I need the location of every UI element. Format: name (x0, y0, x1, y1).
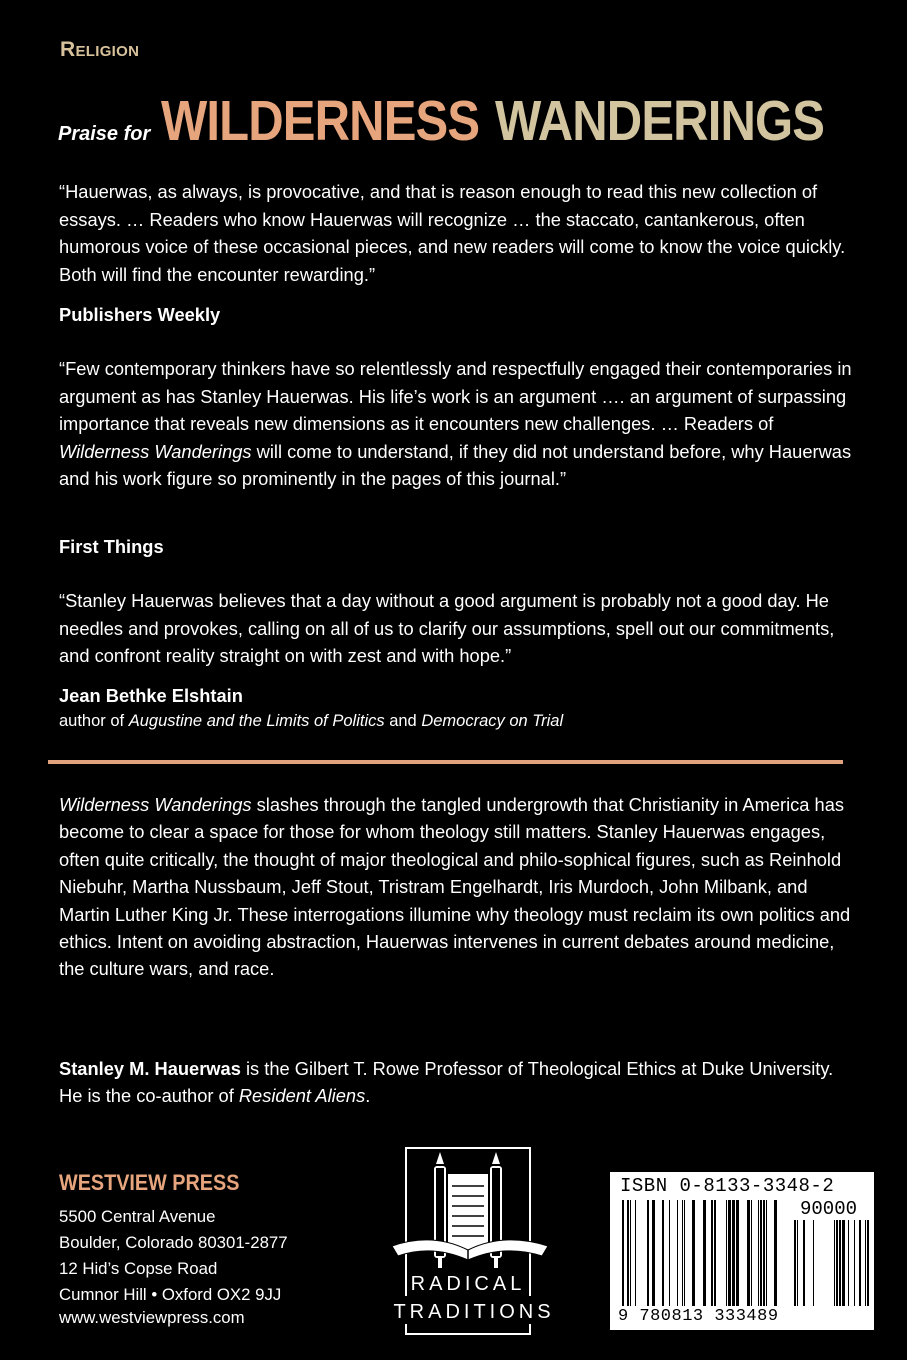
barcode-bar (630, 1200, 631, 1306)
publisher-name: WESTVIEW PRESS (59, 1170, 240, 1195)
barcode-bar (751, 1200, 752, 1306)
torah-scroll-icon (392, 1146, 572, 1336)
barcode-bar (747, 1200, 750, 1306)
logo-line1: RADICAL (410, 1273, 526, 1295)
quote-3-source: Jean Bethke Elshtain (59, 685, 243, 706)
radical-traditions-logo (393, 1146, 562, 1336)
praise-heading (58, 88, 878, 154)
barcode-bar (732, 1200, 735, 1306)
title-part2: WANDERINGS (495, 89, 825, 153)
divider-rule (48, 760, 843, 764)
quote-3: “Stanley Hauerwas believes that a day without a good argument is probably not a good day. He needles and provokes, calling on all of us to clarify our assumptions, spell out our commitments, and confront reality straight on with zest and with hope.” (59, 590, 835, 666)
barcode-addon-bar (803, 1220, 805, 1306)
praise-prefix: Praise for (58, 123, 151, 145)
barcode-bar (774, 1200, 777, 1306)
barcode-addon-bar (867, 1220, 869, 1306)
barcode-bar (728, 1200, 731, 1306)
credit-prefix: author of (59, 712, 129, 730)
address-us-line2: Boulder, Colorado 80301-2877 (59, 1233, 288, 1252)
quote-2-text-a: “Few contemporary thinkers have so relentlessly and respectfully engaged their contemporaries in argument as has Stanley Hauerwas. His life’s work is an argument …. an argument of surpassing importance that reveals new dimensions as it encounters new challenges. … Readers of (59, 358, 852, 434)
publisher-address-us (59, 1204, 288, 1256)
category-label: Religion (60, 38, 140, 61)
barcode-bar (677, 1200, 678, 1306)
barcode-addon-bar (794, 1220, 796, 1306)
credit-and: and (384, 712, 422, 730)
barcode-bar (635, 1200, 636, 1306)
barcode-bar (684, 1200, 685, 1306)
isbn-text: ISBN 0-8133-3348-2 (620, 1175, 835, 1197)
barcode-bar (726, 1200, 727, 1306)
barcode-addon-bar (865, 1220, 866, 1306)
barcode-addon-bar (839, 1220, 841, 1306)
barcode-bar (760, 1200, 762, 1306)
author-bio (59, 1055, 859, 1110)
barcode-bar (627, 1200, 629, 1306)
barcode-bar (669, 1200, 670, 1306)
description-title: Wilderness Wanderings (59, 794, 252, 815)
address-us-line1: 5500 Central Avenue (59, 1207, 216, 1226)
address-uk-line1: 12 Hid’s Copse Road (59, 1259, 218, 1278)
bio-book: Resident Aliens (238, 1085, 366, 1107)
price-code: 90000 (800, 1198, 858, 1220)
barcode-bar (703, 1200, 706, 1306)
ean-text: 9 780813 333489 (618, 1307, 779, 1326)
quote-1: “Hauerwas, as always, is provocative, and that is reason enough to read this new collection of essays. … Readers who know Hauerwas will recognize … the staccato, cantankerous, often humorous voice of these occasional pieces, and new readers will come to know the voice quickly. Both will find the encounter rewarding.” (59, 181, 846, 285)
publisher-address-uk (59, 1256, 281, 1308)
barcode-bar (758, 1200, 759, 1306)
barcode-bar (682, 1200, 683, 1306)
description-text: slashes through the tangled undergrowth that Christianity in America has become to clear a space for those for whom theology still matters. Stanley Hauerwas engages, often quite critically, the thought of major theological and philo-sophical figures, such as Reinhold Niebuhr, Martha Nussbaum, Jeff Stout, Tristram Engelhardt, Iris Murdoch, John Milbank, and Martin Luther King Jr. These interrogations illumine why theology must reclaim its own politics and ethics. Intent on avoiding abstraction, Hauerwas intervenes in current debates around medicine, the culture wars, and race. (59, 794, 851, 980)
address-uk-line2: Cumnor Hill • Oxford OX2 9JJ (59, 1285, 282, 1304)
quote-2-source: First Things (59, 536, 164, 557)
barcode-bar (622, 1200, 624, 1306)
barcode-bar (652, 1200, 655, 1306)
barcode-bar (714, 1200, 716, 1306)
quote-3-credit (59, 712, 563, 731)
credit-book-1: Augustine and the Limits of Politics (128, 712, 385, 730)
bio-end: . (365, 1085, 371, 1107)
barcode-addon-bar (859, 1220, 861, 1306)
quote-2 (59, 355, 859, 493)
barcode-bar (736, 1200, 739, 1306)
book-description (59, 791, 859, 983)
barcode-bar (662, 1200, 664, 1306)
barcode-bar (766, 1200, 767, 1306)
barcode-bar (692, 1200, 695, 1306)
barcode-addon-bar (836, 1220, 838, 1306)
barcode-addon-bar (834, 1220, 835, 1306)
credit-book-2: Democracy on Trial (421, 712, 564, 730)
barcode-addon-bar (797, 1220, 798, 1306)
barcode-addon-bar (848, 1220, 849, 1306)
barcode-bar (647, 1200, 649, 1306)
barcode-addon-bar (813, 1220, 814, 1306)
author-name: Stanley M. Hauerwas (59, 1058, 241, 1079)
quote-2-book-title: Wilderness Wanderings (59, 440, 252, 462)
title-part1: WILDERNESS (160, 89, 479, 153)
barcode-addon-bar (842, 1220, 845, 1306)
publisher-website: www.westviewpress.com (59, 1308, 245, 1327)
barcode-bar (711, 1200, 713, 1306)
barcode-bar (763, 1200, 765, 1306)
barcode-addon-bar (854, 1220, 855, 1306)
quote-2-text-b: will come to understand, if they did not understand before, why Hauerwas and his work figure so prominently in the pages of this journal.” (59, 440, 852, 489)
bio-text: is the Gilbert T. Rowe Professor of Theological Ethics at Duke University. He is the co-author of (59, 1058, 834, 1107)
quote-1-source: Publishers Weekly (59, 304, 221, 325)
logo-line2: TRADITIONS (393, 1301, 555, 1323)
